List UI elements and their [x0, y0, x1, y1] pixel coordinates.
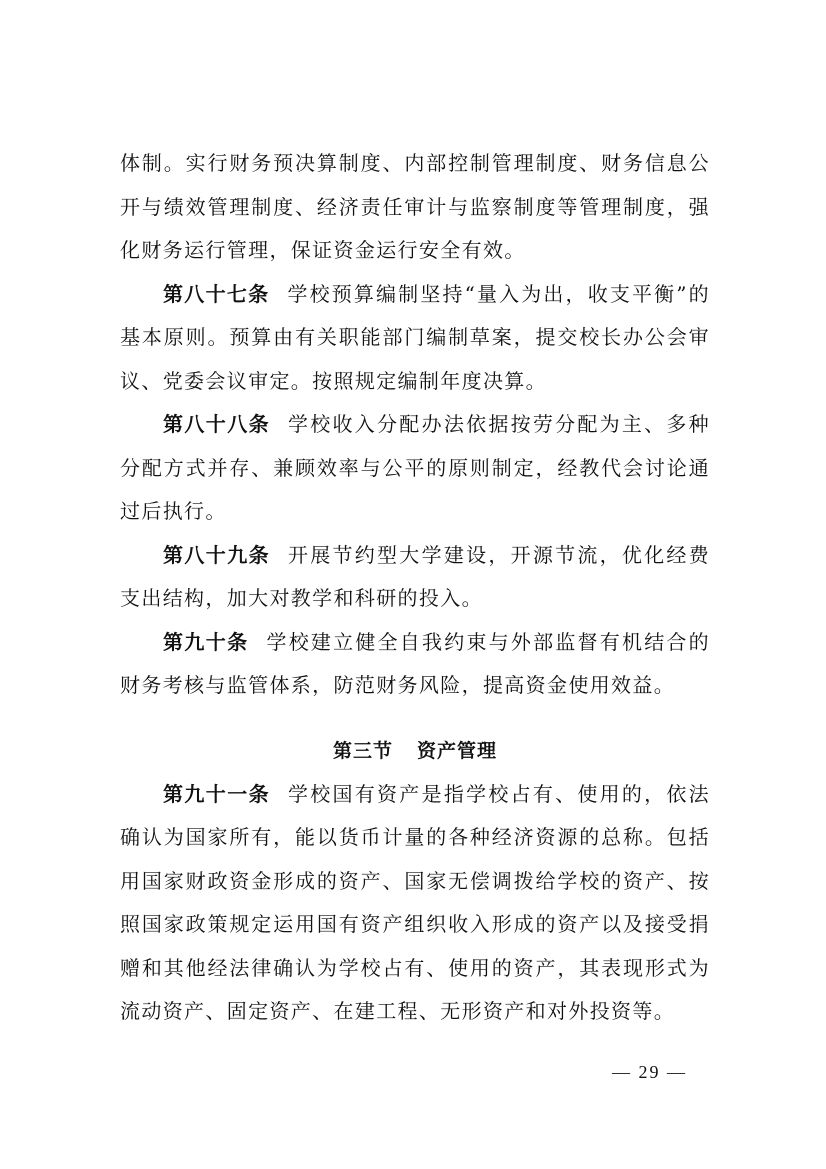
article-90 — [120, 621, 710, 708]
article-89 — [120, 534, 710, 621]
article-91 — [120, 773, 710, 1034]
article-label: 第八十七条 — [163, 281, 270, 306]
page-number: — 29 — — [612, 1062, 687, 1082]
article-text: 学校预算编制坚持“量入为出，收支平衡”的基本原则。预算由有关职能部门编制草案，提交校长办公会审议、党委会议审定。按照规定编制年度决算。 — [120, 281, 710, 393]
article-text: 学校国有资产是指学校占有、使用的，依法确认为国家所有，能以货币计量的各种经济资源的总称。包括用国家财政资金形成的资产、国家无偿调拨给学校的资产、按照国家政策规定运用国有资产组织收入形成的资产以及接受捐赠和其他经法律确认为学校占有、使用的资产，其表现形式为流动资产、固定资产、在建工程、无形资产和对外投资等。 — [120, 781, 710, 1023]
article-label: 第九十一条 — [163, 781, 271, 806]
article-text: 开展节约型大学建设，开源节流，优化经费支出结构，加大对教学和科研的投入。 — [120, 542, 710, 610]
document-body — [120, 142, 710, 1034]
article-88 — [120, 403, 710, 534]
section-number: 第三节 — [332, 739, 393, 762]
article-label: 第九十条 — [163, 629, 249, 654]
article-text: 学校收入分配办法依据按劳分配为主、多种分配方式并存、兼顾效率与公平的原则制定，经教代会讨论通过后执行。 — [120, 412, 710, 523]
opening-paragraph: 体制。实行财务预决算制度、内部控制管理制度、财务信息公开与绩效管理制度、经济责任审计与监察制度等管理制度，强化财务运行管理，保证资金运行安全有效。 — [120, 151, 710, 262]
article-label: 第八十九条 — [163, 542, 271, 567]
article-87 — [120, 273, 710, 404]
section-title: 资产管理 — [417, 739, 498, 762]
article-label: 第八十八条 — [163, 412, 271, 436]
section-heading — [120, 730, 710, 773]
article-text: 学校建立健全自我约束与外部监督有机结合的财务考核与监管体系，防范财务风险，提高资金使用效益。 — [120, 629, 711, 697]
